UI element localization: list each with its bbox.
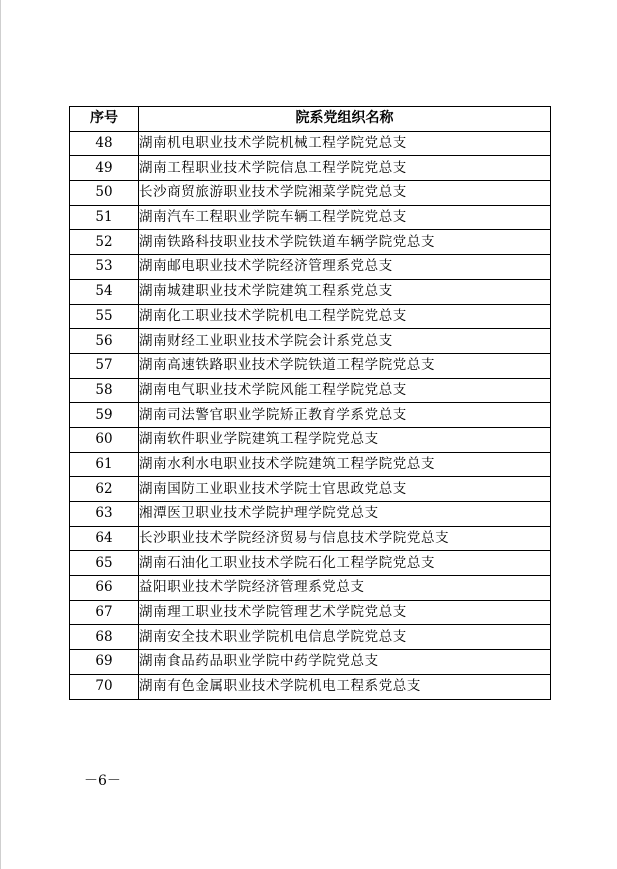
org-table <box>69 106 551 700</box>
row-org-name: 湖南国防工业职业技术学院士官思政党总支 <box>139 477 551 502</box>
table-row <box>70 576 551 601</box>
row-seq: 68 <box>70 625 139 650</box>
row-org-name: 湖南高速铁路职业技术学院铁道工程学院党总支 <box>139 353 551 378</box>
row-org-name: 湖南邮电职业技术学院经济管理系党总支 <box>139 255 551 280</box>
table-row <box>70 279 551 304</box>
row-seq: 54 <box>70 279 139 304</box>
row-org-name: 长沙职业技术学院经济贸易与信息技术学院党总支 <box>139 526 551 551</box>
row-seq: 59 <box>70 403 139 428</box>
row-org-name: 湖南财经工业职业技术学院会计系党总支 <box>139 329 551 354</box>
page-edge <box>0 0 1 869</box>
row-seq: 64 <box>70 526 139 551</box>
table-header-row <box>70 107 551 132</box>
row-seq: 60 <box>70 427 139 452</box>
table-row <box>70 526 551 551</box>
table-row <box>70 502 551 527</box>
row-seq: 58 <box>70 378 139 403</box>
row-org-name: 湖南汽车工程职业学院车辆工程学院党总支 <box>139 205 551 230</box>
row-org-name: 湖南安全技术职业学院机电信息学院党总支 <box>139 625 551 650</box>
row-seq: 48 <box>70 131 139 156</box>
row-org-name: 湘潭医卫职业技术学院护理学院党总支 <box>139 502 551 527</box>
table-row <box>70 650 551 675</box>
row-org-name: 湖南食品药品职业学院中药学院党总支 <box>139 650 551 675</box>
table-row <box>70 427 551 452</box>
row-seq: 65 <box>70 551 139 576</box>
page-number: －6－ <box>84 773 121 789</box>
row-org-name: 湖南化工职业技术学院机电工程学院党总支 <box>139 304 551 329</box>
row-seq: 53 <box>70 255 139 280</box>
row-org-name: 湖南城建职业技术学院建筑工程系党总支 <box>139 279 551 304</box>
row-seq: 70 <box>70 674 139 699</box>
table-row <box>70 477 551 502</box>
row-org-name: 湖南石油化工职业技术学院石化工程学院党总支 <box>139 551 551 576</box>
row-org-name: 湖南工程职业技术学院信息工程学院党总支 <box>139 156 551 181</box>
row-seq: 56 <box>70 329 139 354</box>
table-row <box>70 304 551 329</box>
table-row <box>70 230 551 255</box>
table-row <box>70 205 551 230</box>
row-seq: 61 <box>70 452 139 477</box>
row-seq: 52 <box>70 230 139 255</box>
row-seq: 67 <box>70 600 139 625</box>
row-org-name: 益阳职业技术学院经济管理系党总支 <box>139 576 551 601</box>
row-seq: 51 <box>70 205 139 230</box>
table-row <box>70 255 551 280</box>
table-row <box>70 156 551 181</box>
table-row <box>70 551 551 576</box>
table-row <box>70 403 551 428</box>
row-org-name: 湖南司法警官职业学院矫正教育学系党总支 <box>139 403 551 428</box>
header-name: 院系党组织名称 <box>139 107 551 132</box>
table-row <box>70 378 551 403</box>
row-org-name: 湖南软件职业学院建筑工程学院党总支 <box>139 427 551 452</box>
row-seq: 66 <box>70 576 139 601</box>
table-row <box>70 329 551 354</box>
row-org-name: 湖南有色金属职业技术学院机电工程系党总支 <box>139 674 551 699</box>
row-org-name: 湖南机电职业技术学院机械工程学院党总支 <box>139 131 551 156</box>
row-seq: 62 <box>70 477 139 502</box>
row-org-name: 湖南水利水电职业技术学院建筑工程学院党总支 <box>139 452 551 477</box>
row-seq: 63 <box>70 502 139 527</box>
table-row <box>70 353 551 378</box>
table-row <box>70 674 551 699</box>
table-body <box>70 131 551 699</box>
table-row <box>70 131 551 156</box>
row-org-name: 湖南电气职业技术学院风能工程学院党总支 <box>139 378 551 403</box>
row-seq: 55 <box>70 304 139 329</box>
row-seq: 69 <box>70 650 139 675</box>
table-row <box>70 625 551 650</box>
row-org-name: 湖南理工职业技术学院管理艺术学院党总支 <box>139 600 551 625</box>
row-org-name: 长沙商贸旅游职业技术学院湘菜学院党总支 <box>139 181 551 206</box>
row-org-name: 湖南铁路科技职业技术学院铁道车辆学院党总支 <box>139 230 551 255</box>
row-seq: 50 <box>70 181 139 206</box>
row-seq: 49 <box>70 156 139 181</box>
row-seq: 57 <box>70 353 139 378</box>
header-seq: 序号 <box>70 107 139 132</box>
table-row <box>70 452 551 477</box>
table-row <box>70 181 551 206</box>
table-row <box>70 600 551 625</box>
